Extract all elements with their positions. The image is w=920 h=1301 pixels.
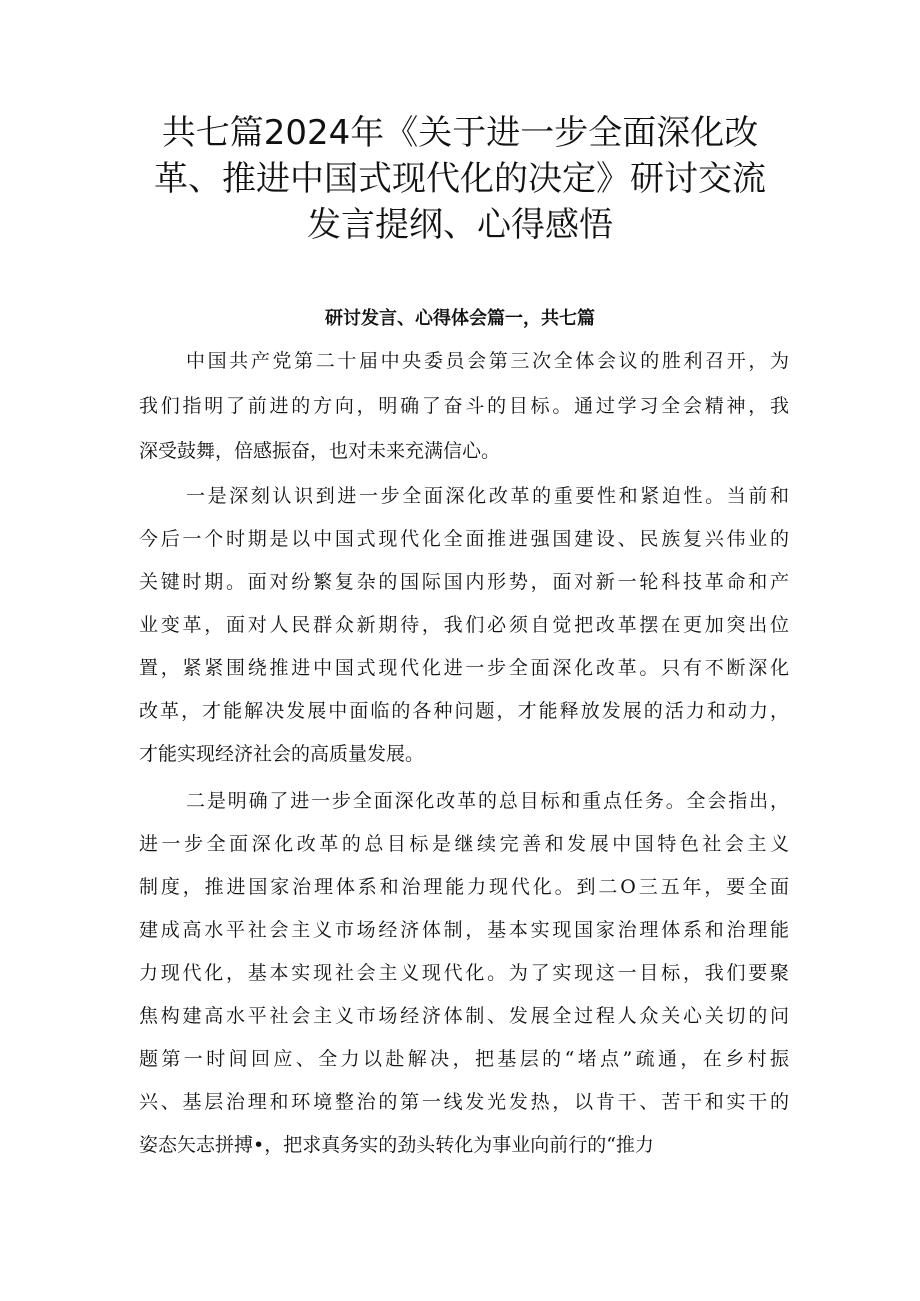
title-line-2: 革、推进中国式现代化的决定》研讨交流 [154,159,766,199]
title-line-3: 发言提纲、心得感悟 [307,205,613,245]
body-line: 制度，推进国家治理体系和治理能力现代化。到二O三五年，要全面 [139,876,789,898]
body-line: 题第一时间回应、全力以赴解决，把基层的“堵点”疏通，在乡村振 [139,1048,789,1070]
body-line: 才能实现经济社会的高质量发展。 [139,743,425,765]
body-line: 力现代化，基本实现社会主义现代化。为了实现这一目标，我们要聚 [139,962,789,984]
body-line: 置，紧紧围绕推进中国式现代化进一步全面深化改革。只有不断深化 [139,657,789,679]
body-line: 关键时期。面对纷繁复杂的国际国内形势，面对新一轮科技革命和产 [139,571,789,593]
body-line: 姿态矢志拼搏•，把求真务实的劲头转化为事业向前行的“推力 [139,1134,654,1156]
body-line: 改革，才能解决发展中面临的各种问题，才能释放发展的活力和动力， [139,700,789,722]
body-line: 一是深刻认识到进一步全面深化改革的重要性和紧迫性。当前和 [186,485,789,507]
body-line: 深受鼓舞，倍感振奋，也对未来充满信心。 [139,440,501,462]
body-line: 我们指明了前进的方向，明确了奋斗的目标。通过学习全会精神，我 [139,395,789,417]
body-line: 中国共产党第二十届中央委员会第三次全体会议的胜利召开，为 [186,350,789,372]
document-title [120,110,800,248]
body-line: 今后一个时期是以中国式现代化全面推进强国建设、民族复兴伟业的 [139,528,789,550]
body-line: 二是明确了进一步全面深化改革的总目标和重点任务。全会指出， [186,790,789,812]
body-line: 业变革，面对人民群众新期待，我们必须自觉把改革摆在更加突出位 [139,614,789,636]
body-line: 进一步全面深化改革的总目标是继续完善和发展中国特色社会主义 [139,833,789,855]
section-heading: 研讨发言、心得体会篇一，共七篇 [325,308,595,329]
body-line: 兴、基层治理和环境整治的第一线发光发热，以肯干、苦干和实干的 [139,1091,789,1113]
body-line: 建成高水平社会主义市场经济体制，基本实现国家治理体系和治理能 [139,919,789,941]
body-line: 焦构建高水平社会主义市场经济体制、发展全过程人众关心关切的问 [139,1005,789,1027]
title-line-1: 共七篇2024年《关于进一步全面深化改 [161,113,759,153]
